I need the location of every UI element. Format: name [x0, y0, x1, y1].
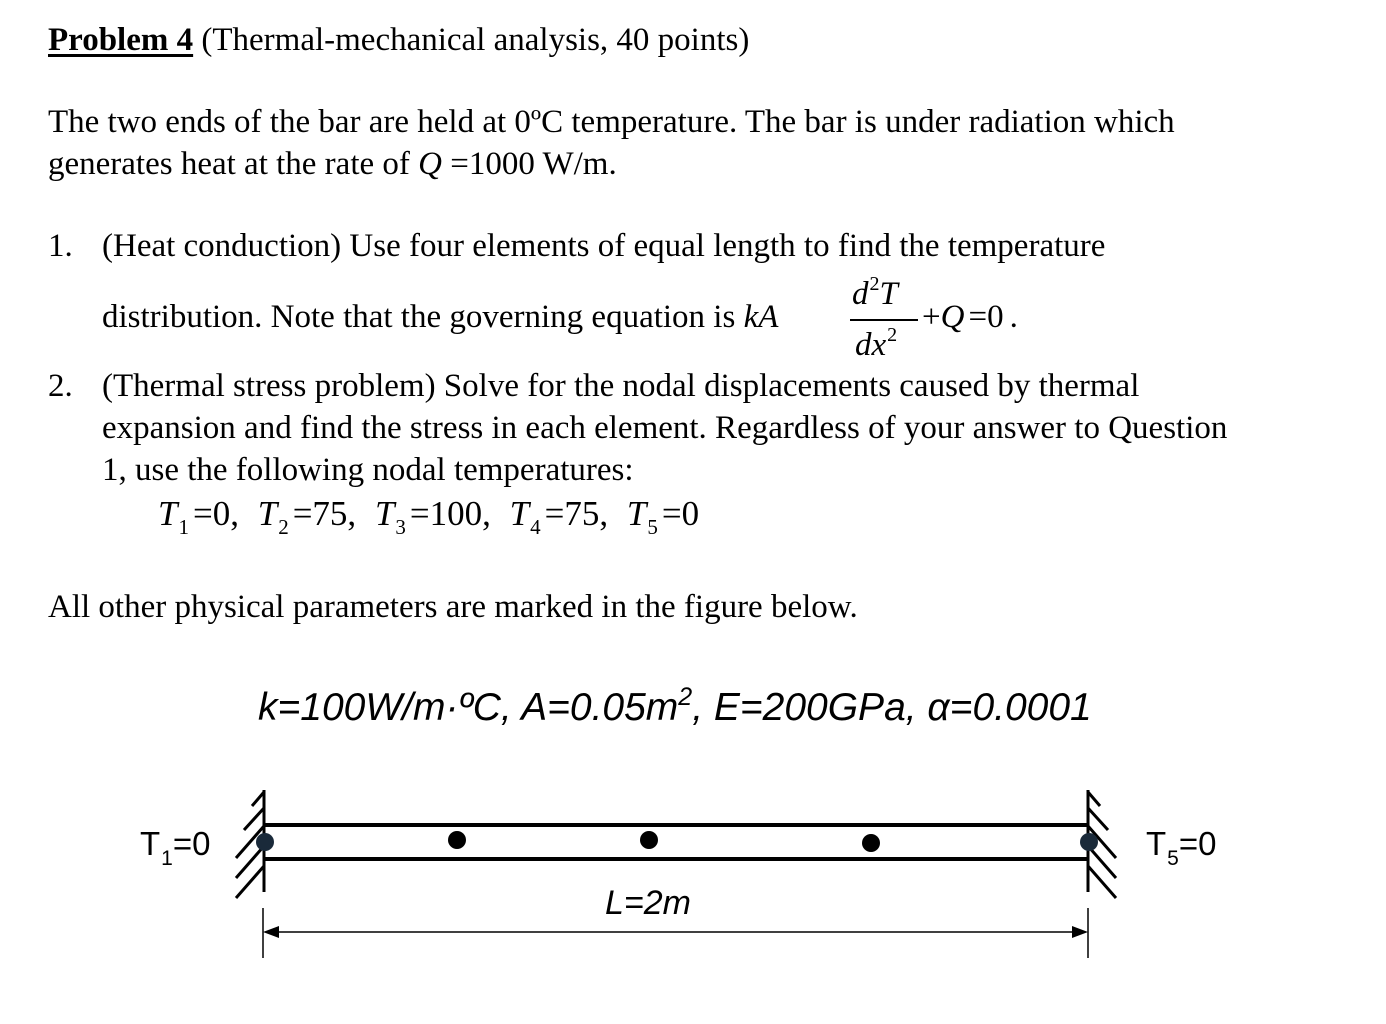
left-label-symbol: T: [140, 825, 161, 862]
intro-line-2-prefix: generates heat at the rate of: [48, 146, 419, 182]
question-2-number: 2.: [48, 368, 73, 404]
right-temperature-label: [1146, 825, 1217, 870]
temp-4-value: =75,: [544, 494, 609, 533]
right-label-index: 5: [1167, 847, 1179, 870]
left-temperature-label: [140, 825, 211, 870]
intro-line-2-suffix: =1000 W/m.: [441, 146, 617, 182]
question-1-line-2-prefix: distribution. Note that the governing equation is: [102, 299, 744, 335]
temp-2-value: =75,: [292, 494, 357, 533]
right-label-value: =0: [1178, 825, 1217, 862]
problem-label: Problem 4: [48, 22, 194, 58]
equation-equals-zero: =0: [968, 299, 1004, 335]
temp-4-symbol: T: [509, 494, 530, 533]
equation-numerator-d: d: [852, 276, 869, 312]
dimension-arrow-right: [1072, 926, 1088, 938]
equation-denominator-dx: dx: [855, 327, 887, 363]
params-rest: , E=200GPa, α=0.0001: [692, 686, 1092, 729]
right-label-symbol: T: [1146, 825, 1167, 862]
question-2-line-3: 1, use the following nodal temperatures:: [102, 452, 634, 488]
temp-4-index: 4: [530, 515, 541, 539]
temp-5-value: =0: [661, 494, 700, 533]
question-2-line-1: (Thermal stress problem) Solve for the nodal displacements caused by thermal: [102, 368, 1140, 404]
node-4: [862, 834, 880, 852]
temp-1-index: 1: [178, 515, 189, 539]
left-label-value: =0: [172, 825, 211, 862]
temp-3-value: =100,: [409, 494, 491, 533]
temp-3-index: 3: [395, 515, 406, 539]
problem-subtitle: (Thermal-mechanical analysis, 40 points): [201, 22, 750, 58]
temp-5-symbol: T: [626, 494, 647, 533]
intro-line-1: The two ends of the bar are held at 0ºC temperature. The bar is under radiation which: [48, 104, 1175, 140]
heat-rate-symbol: Q: [418, 146, 442, 182]
equation-numerator-T: T: [879, 276, 898, 312]
node-3: [640, 831, 658, 849]
temp-3-symbol: T: [374, 494, 395, 533]
equation-plus: +: [922, 299, 941, 335]
equation-period: .: [1009, 299, 1018, 335]
question-1-number: 1.: [48, 228, 73, 264]
node-1: [256, 833, 274, 851]
dimension-arrow-left: [263, 926, 279, 938]
length-label: L=2m: [605, 884, 691, 922]
params-k: k=100W/m·ºC, A=0.05m: [258, 686, 679, 729]
node-2: [448, 831, 466, 849]
equation-kA: kA: [743, 299, 779, 335]
equation-numerator-sup: 2: [869, 273, 880, 295]
equation-Q: Q: [940, 299, 965, 335]
temp-1-value: =0,: [192, 494, 239, 533]
temp-1-symbol: T: [158, 494, 178, 533]
temp-2-index: 2: [278, 515, 289, 539]
temp-2-symbol: T: [257, 494, 278, 533]
equation-denominator-sup: 2: [887, 324, 898, 346]
question-2-line-2: expansion and find the stress in each element. Regardless of your answer to Question: [102, 410, 1228, 446]
bar: [264, 825, 1088, 859]
node-5: [1080, 833, 1098, 851]
left-label-index: 1: [161, 847, 173, 870]
params-sup: 2: [678, 683, 693, 711]
question-1-line-1: (Heat conduction) Use four elements of equal length to find the temperature: [102, 228, 1106, 264]
closing-line: All other physical parameters are marked in the figure below.: [48, 589, 858, 625]
temp-5-index: 5: [647, 515, 658, 539]
